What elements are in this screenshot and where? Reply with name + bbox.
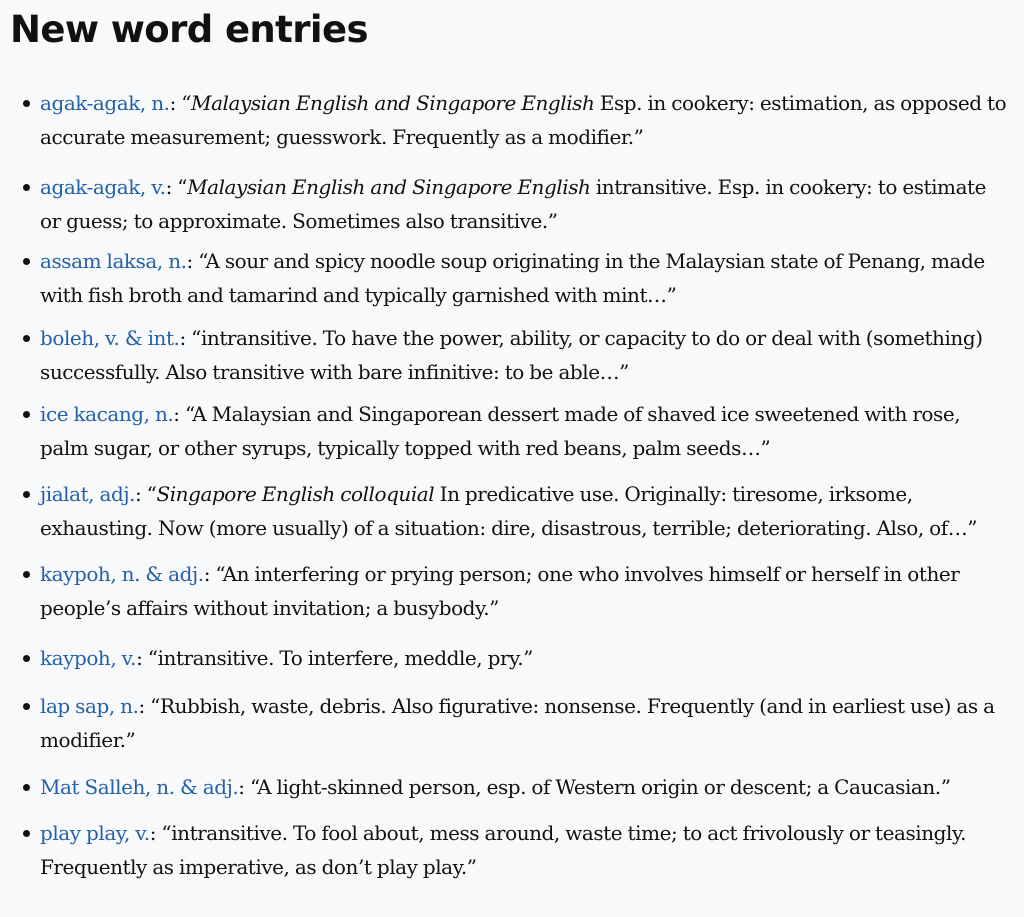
entry-text: kaypoh, v.: “intransitive. To interfere, meddle, pry.” — [40, 646, 533, 670]
page-title: New word entries — [10, 8, 368, 51]
headword-link[interactable]: assam laksa, n. — [40, 249, 187, 273]
bullet-icon — [23, 100, 30, 107]
bullet-icon — [23, 411, 30, 418]
definition-text: intransitive. To interfere, meddle, pry.” — [157, 646, 533, 670]
headword-link[interactable]: play play, v. — [40, 821, 150, 845]
definition-text: In predicative use. Originally: tiresome, irksome, exhausting. Now (more usually) of a situation: dire, disastrous, terrible; deteriorating. Also, of…” — [40, 482, 978, 540]
bullet-icon — [23, 258, 30, 265]
list-item — [20, 321, 1010, 389]
usage-label: Malaysian English and Singapore English — [191, 91, 595, 115]
bullet-icon — [23, 655, 30, 662]
entry-text: play play, v.: “intransitive. To fool about, mess around, waste time; to act frivolously or teasingly. Frequently as imperative, as don’t play play.” — [40, 821, 967, 879]
list-item — [20, 397, 1010, 465]
list-item — [20, 557, 1010, 625]
list-item — [20, 770, 1010, 804]
headword-link[interactable]: kaypoh, n. & adj. — [40, 562, 204, 586]
headword-link[interactable]: boleh, v. & int. — [40, 326, 180, 350]
list-item — [20, 244, 1010, 312]
list-item — [20, 86, 1010, 154]
entry-text: boleh, v. & int.: “intransitive. To have the power, ability, or capacity to do or deal with (something) successfully. Also transitive with bare infinitive: to be able…” — [40, 326, 983, 384]
list-item — [20, 641, 1010, 675]
definition-text: A light-skinned person, esp. of Western origin or descent; a Caucasian.” — [257, 775, 951, 799]
entry-text: agak-agak, v.: “Malaysian English and Singapore English intransitive. Esp. in cookery: to estimate or guess; to approximate. Sometimes also transitive.” — [40, 175, 987, 233]
definition-text: intransitive. To have the power, ability, or capacity to do or deal with (something) successfully. Also transitive with bare infinitive: to be able…” — [40, 326, 983, 384]
definition-text: A sour and spicy noodle soup originating in the Malaysian state of Penang, made with fish broth and tamarind and typically garnished with mint…” — [40, 249, 985, 307]
definition-text: Esp. in cookery: estimation, as opposed to accurate measurement; guesswork. Frequently as a modifier.” — [40, 91, 1007, 149]
bullet-icon — [23, 571, 30, 578]
headword-link[interactable]: jialat, adj. — [40, 482, 135, 506]
list-item — [20, 816, 1010, 884]
entry-text: lap sap, n.: “Rubbish, waste, debris. Also figurative: nonsense. Frequently (and in earliest use) as a modifier.” — [40, 694, 995, 752]
bullet-icon — [23, 784, 30, 791]
definition-text: Rubbish, waste, debris. Also figurative: nonsense. Frequently (and in earliest use) as a modifier.” — [40, 694, 995, 752]
bullet-icon — [23, 184, 30, 191]
headword-link[interactable]: agak-agak, v. — [40, 175, 166, 199]
headword-link[interactable]: lap sap, n. — [40, 694, 139, 718]
bullet-icon — [23, 703, 30, 710]
usage-label: Singapore English colloquial — [156, 482, 435, 506]
definition-text: An interfering or prying person; one who involves himself or herself in other people’s affairs without invitation; a busybody.” — [40, 562, 960, 620]
entry-text: assam laksa, n.: “A sour and spicy noodle soup originating in the Malaysian state of Penang, made with fish broth and tamarind and typically garnished with mint…” — [40, 249, 985, 307]
usage-label: Malaysian English and Singapore English — [187, 175, 591, 199]
entry-text: Mat Salleh, n. & adj.: “A light-skinned person, esp. of Western origin or descent; a Caucasian.” — [40, 775, 951, 799]
list-item — [20, 477, 1010, 545]
list-item — [20, 170, 1010, 238]
bullet-icon — [23, 830, 30, 837]
bullet-icon — [23, 491, 30, 498]
headword-link[interactable]: agak-agak, n. — [40, 91, 170, 115]
headword-link[interactable]: ice kacang, n. — [40, 402, 174, 426]
definition-text: intransitive. Esp. in cookery: to estimate or guess; to approximate. Sometimes also transitive.” — [40, 175, 987, 233]
entry-text: ice kacang, n.: “A Malaysian and Singaporean dessert made of shaved ice sweetened with rose, palm sugar, or other syrups, typically topped with red beans, palm seeds…” — [40, 402, 961, 460]
list-item — [20, 689, 1010, 757]
entry-text: agak-agak, n.: “Malaysian English and Singapore English Esp. in cookery: estimation, as opposed to accurate measurement; guesswork. Frequently as a modifier.” — [40, 91, 1007, 149]
headword-link[interactable]: Mat Salleh, n. & adj. — [40, 775, 239, 799]
entry-text: kaypoh, n. & adj.: “An interfering or prying person; one who involves himself or herself in other people’s affairs without invitation; a busybody.” — [40, 562, 960, 620]
entry-text: jialat, adj.: “Singapore English colloquial In predicative use. Originally: tiresome, irksome, exhausting. Now (more usually) of a situation: dire, disastrous, terrible; deteriorating. Also, of…” — [40, 482, 978, 540]
definition-text: A Malaysian and Singaporean dessert made of shaved ice sweetened with rose, palm sugar, or other syrups, typically topped with red beans, palm seeds…” — [40, 402, 961, 460]
bullet-icon — [23, 335, 30, 342]
headword-link[interactable]: kaypoh, v. — [40, 646, 137, 670]
definition-text: intransitive. To fool about, mess around, waste time; to act frivolously or teasingly. Frequently as imperative, as don’t play play.” — [40, 821, 967, 879]
